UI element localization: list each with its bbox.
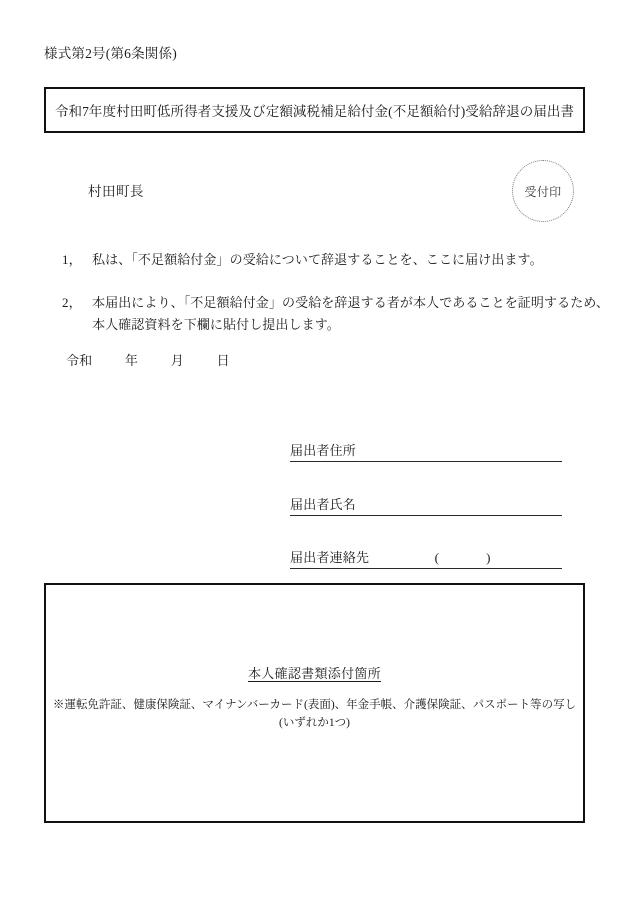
clause-item (62, 249, 562, 271)
date-era: 令和 (66, 353, 93, 368)
receipt-stamp-circle (512, 160, 574, 222)
field-applicant-name[interactable] (290, 494, 562, 516)
clause-number: 2， (62, 295, 82, 310)
field-label: 届出者住所 (290, 443, 357, 458)
clause-line: 私は、「不足額給付金」の受給について辞退することを、ここに届け出ます。 (92, 252, 543, 267)
page-title: 令和7年度村田町低所得者支援及び定額減税補足給付金(不足額給付)受給辞退の届出書 (54, 104, 575, 119)
addressee-label: 村田町長 (88, 184, 144, 199)
attachment-box-content (46, 663, 583, 732)
field-applicant-contact[interactable] (290, 547, 562, 569)
attachment-heading: 本人確認書類添付箇所 (247, 666, 381, 681)
attachment-note-line: (いずれか1つ) (279, 717, 350, 729)
paren-close: ) (486, 550, 491, 565)
id-document-attachment-box[interactable] (44, 583, 585, 823)
date-year-unit: 年 (124, 353, 139, 368)
phone-area-code-group[interactable] (435, 550, 491, 566)
clause-number: 1， (62, 252, 82, 267)
date-month-unit: 月 (170, 353, 184, 368)
receipt-stamp-label: 受付印 (524, 184, 562, 199)
attachment-note (46, 696, 583, 732)
paren-open: ( (434, 550, 440, 565)
attachment-note-line: ※運転免許証、健康保険証、マイナンバーカード(表面)、年金手帳、介護保険証、パスポート等の写し (52, 699, 577, 711)
title-box (44, 87, 585, 133)
date-day-unit: 日 (216, 353, 230, 368)
field-applicant-address[interactable] (290, 440, 562, 462)
clause-body (92, 249, 562, 271)
clause-body (92, 292, 609, 336)
field-label: 届出者氏名 (290, 497, 357, 512)
date-line[interactable] (66, 350, 230, 369)
form-number: 様式第2号(第6条関係) (44, 46, 177, 61)
clause-line: 本届出により、「不足額給付金」の受給を辞退する者が本人であることを証明するため、 (92, 295, 609, 310)
clause-line: 本人確認資料を下欄に貼付し提出します。 (92, 317, 340, 332)
field-label: 届出者連絡先 (290, 550, 370, 565)
clause-item (62, 292, 609, 336)
